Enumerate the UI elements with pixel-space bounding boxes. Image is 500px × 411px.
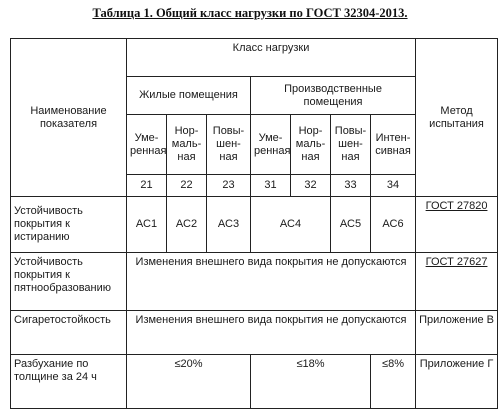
method-abrasion: [416, 197, 498, 253]
swelling-value: ≤18%: [251, 355, 371, 409]
abrasion-value: АС5: [331, 197, 371, 253]
level-cell: Интен-сивная: [371, 115, 416, 175]
load-class-table: [10, 38, 498, 409]
level-cell: Уме-ренная: [127, 115, 167, 175]
code-cell: 32: [291, 175, 331, 197]
level-cell: Повы-шен-ная: [331, 115, 371, 175]
abrasion-value: АС4: [251, 197, 331, 253]
swelling-value: ≤20%: [127, 355, 251, 409]
level-cell: Уме-ренная: [251, 115, 291, 175]
level-cell: Нор-маль-ная: [167, 115, 207, 175]
industrial-header: Производственные помещения: [251, 77, 416, 115]
code-cell: 23: [207, 175, 251, 197]
residential-header: Жилые помещения: [127, 77, 251, 115]
method-cigarette: Приложение В: [416, 311, 498, 355]
method-header: Метод испытания: [416, 39, 498, 197]
row-label-swelling: Разбухание по толщине за 24 ч: [11, 355, 127, 409]
gost-27627-link[interactable]: ГОСТ 27627: [425, 256, 488, 268]
code-cell: 21: [127, 175, 167, 197]
row-label-stain: Устойчивость покрытия к пятнообразованию: [11, 253, 127, 311]
method-swelling: Приложение Г: [416, 355, 498, 409]
abrasion-value: АС2: [167, 197, 207, 253]
abrasion-value: АС1: [127, 197, 167, 253]
table-title: Таблица 1. Общий класс нагрузки по ГОСТ 32304-2013.: [92, 6, 408, 20]
code-cell: 31: [251, 175, 291, 197]
cigarette-value: Изменения внешнего вида покрытия не допускаются: [127, 311, 416, 355]
level-cell: Нор-маль-ная: [291, 115, 331, 175]
code-cell: 22: [167, 175, 207, 197]
indicator-header: Наименование показателя: [11, 39, 127, 197]
code-cell: 33: [331, 175, 371, 197]
abrasion-value: АС6: [371, 197, 416, 253]
row-label-cigarette: Сигаретостойкость: [11, 311, 127, 355]
gost-27820-link[interactable]: ГОСТ 27820: [425, 200, 488, 212]
load-class-header: Класс нагрузки: [127, 39, 416, 77]
code-cell: 34: [371, 175, 416, 197]
stain-value: Изменения внешнего вида покрытия не допускаются: [127, 253, 416, 311]
level-cell: Повы-шен-ная: [207, 115, 251, 175]
swelling-value: ≤8%: [371, 355, 416, 409]
abrasion-value: АС3: [207, 197, 251, 253]
row-label-abrasion: Устойчивость покрытия к истиранию: [11, 197, 127, 253]
method-stain: [416, 253, 498, 311]
